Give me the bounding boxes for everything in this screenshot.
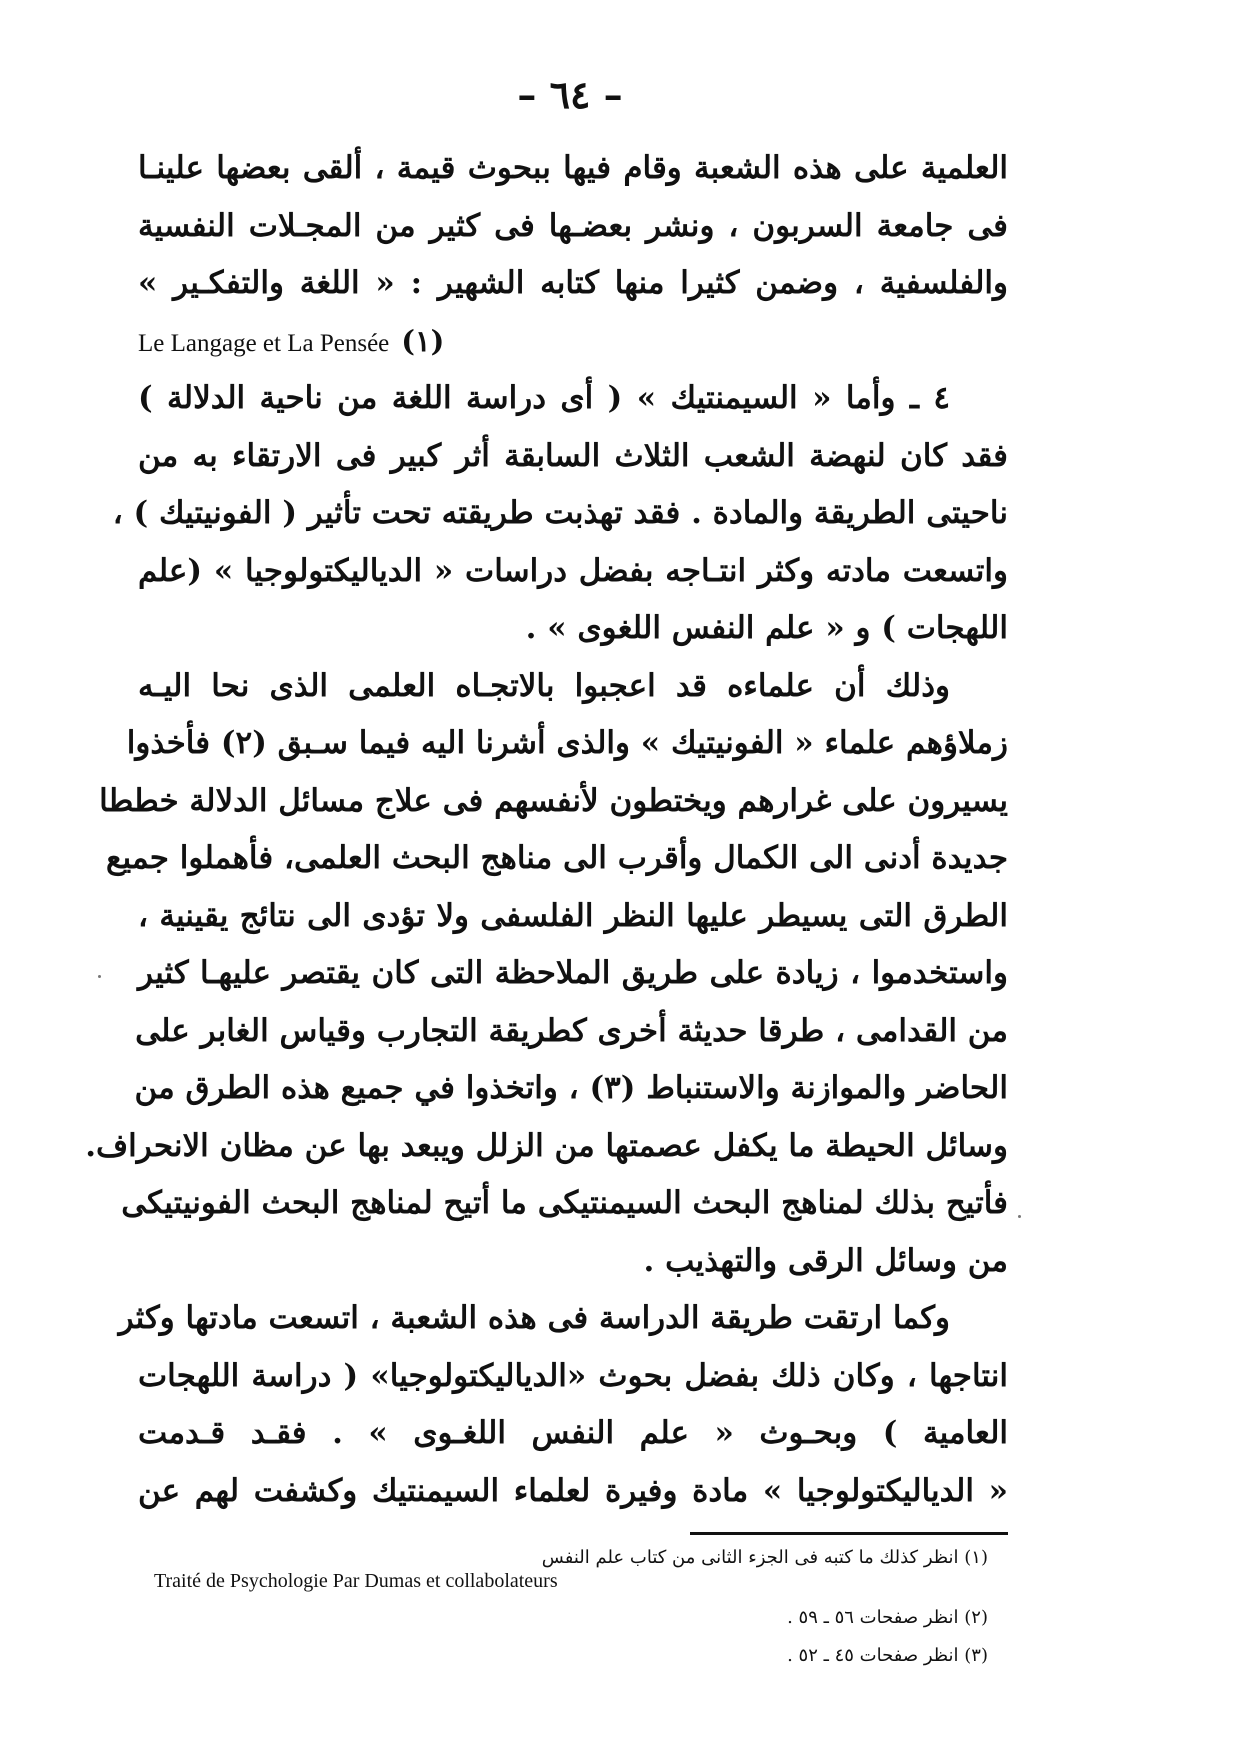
text-line: وذلك أن علماءه قد اعجبوا بالاتجـاه العلمى الذى نحا اليـه	[138, 667, 950, 704]
text-line: من القدامى ، طرقا حديثة أخرى كطريقة التجارب وقياس الغابر على	[135, 1012, 1008, 1049]
paragraph-4	[118, 1290, 1008, 1520]
paragraph-2	[112, 370, 1008, 658]
text-line: وسائل الحيطة ما يكفل عصمتها من الزلل ويبعد بها عن مظان الانحراف.	[85, 1127, 1008, 1164]
text-line: زملاؤهم علماء « الفونيتيك » والذى أشرنا اليه فيما سـبق (٢) فأخذوا	[126, 725, 1008, 761]
text-line: انتاجها ، وكان ذلك بفضل بحوث «الدياليكتولوجيا» ( دراسة اللهجات	[138, 1357, 1008, 1394]
latin-book-title: Le Langage et La Pensée	[138, 329, 390, 357]
text-line: الحاضر والموازنة والاستنباط (٣) ، واتخذوا في جميع هذه الطرق من	[134, 1070, 1008, 1106]
text-line: وكما ارتقت طريقة الدراسة فى هذه الشعبة ، اتسعت مادتها وكثر	[118, 1300, 950, 1336]
footnote-2: (٢) انظر صفحات ٥٦ ـ ٥٩ .	[787, 1607, 988, 1628]
text-line: من وسائل الرقى والتهذيب .	[643, 1242, 1008, 1279]
text-line: فى جامعة السربون ، ونشر بعضـها فى كثير من المجـلات النفسية	[138, 207, 1008, 244]
scan-speck	[1018, 1215, 1021, 1218]
text-line: العلمية على هذه الشعبة وقام فيها ببحوث قيمة ، ألقى بعضها علينـا	[138, 150, 1008, 186]
page-number: – ٦٤ –	[517, 72, 623, 117]
footnote-mark: (١)	[401, 323, 445, 358]
paragraph-1	[138, 140, 1008, 370]
text-line: ٤ ـ وأما « السيمنتيك » ( أى دراسة اللغة من ناحية الدلالة )	[138, 380, 950, 416]
text-line: « الدياليكتولوجيا » مادة وفيرة لعلماء السيمنتيك وكشفت لهم عن	[138, 1472, 1008, 1509]
text-line: ناحيتى الطريقة والمادة . فقد تهذبت طريقته تحت تأثير ( الفونيتيك ) ،	[112, 495, 1008, 531]
footnote-spacer	[138, 1592, 1008, 1606]
text-line: واستخدموا ، زيادة على طريق الملاحظة التى كان يقتصر عليهـا كثير	[138, 955, 1008, 991]
footnote-spacer	[138, 1630, 1008, 1644]
text-line: العامية ) وبحـوث « علم النفس اللغـوى » . فقـد قـدمت	[138, 1415, 1008, 1451]
latin-title-line	[138, 313, 1008, 371]
text-line: فأتيح بذلك لمناهج البحث السيمنتيكى ما أتيح لمناهج البحث الفونيتيكى	[121, 1185, 1008, 1221]
body-text	[85, 140, 1008, 1520]
paragraph-3	[85, 658, 1008, 1291]
footnotes	[138, 1546, 1008, 1668]
text-line: اللهجات ) و « علم النفس اللغوى » .	[525, 610, 1008, 646]
text-line: الطرق التى يسيطر عليها النظر الفلسفى ولا تؤدى الى نتائج يقينية ،	[138, 897, 1008, 934]
scan-speck	[98, 975, 101, 978]
footnote-1: (١) انظر كذلك ما كتبه فى الجزء الثانى من كتاب علم النفس	[541, 1547, 988, 1568]
footnote-divider	[690, 1532, 1008, 1535]
text-line: جديدة أدنى الى الكمال وأقرب الى مناهج البحث العلمى، فأهملوا جميع	[106, 840, 1008, 876]
footnote-3: (٣) انظر صفحات ٤٥ ـ ٥٢ .	[787, 1645, 988, 1666]
text-line: واتسعت مادته وكثر انتـاجه بفضل دراسات « الدياليكتولوجيا » (علم	[138, 552, 1008, 589]
footnote-1-latin: Traité de Psychologie Par Dumas et collabolateurs	[154, 1570, 558, 1592]
text-line: والفلسفية ، وضمن كثيرا منها كتابه الشهير : « اللغة والتفكـير »	[138, 265, 1008, 301]
text-line: يسيرون على غرارهم ويختطون لأنفسهم فى علاج مسائل الدلالة خططا	[99, 782, 1008, 819]
text-line: فقد كان لنهضة الشعب الثلاث السابقة أثر كبير فى الارتقاء به من	[138, 437, 1008, 474]
